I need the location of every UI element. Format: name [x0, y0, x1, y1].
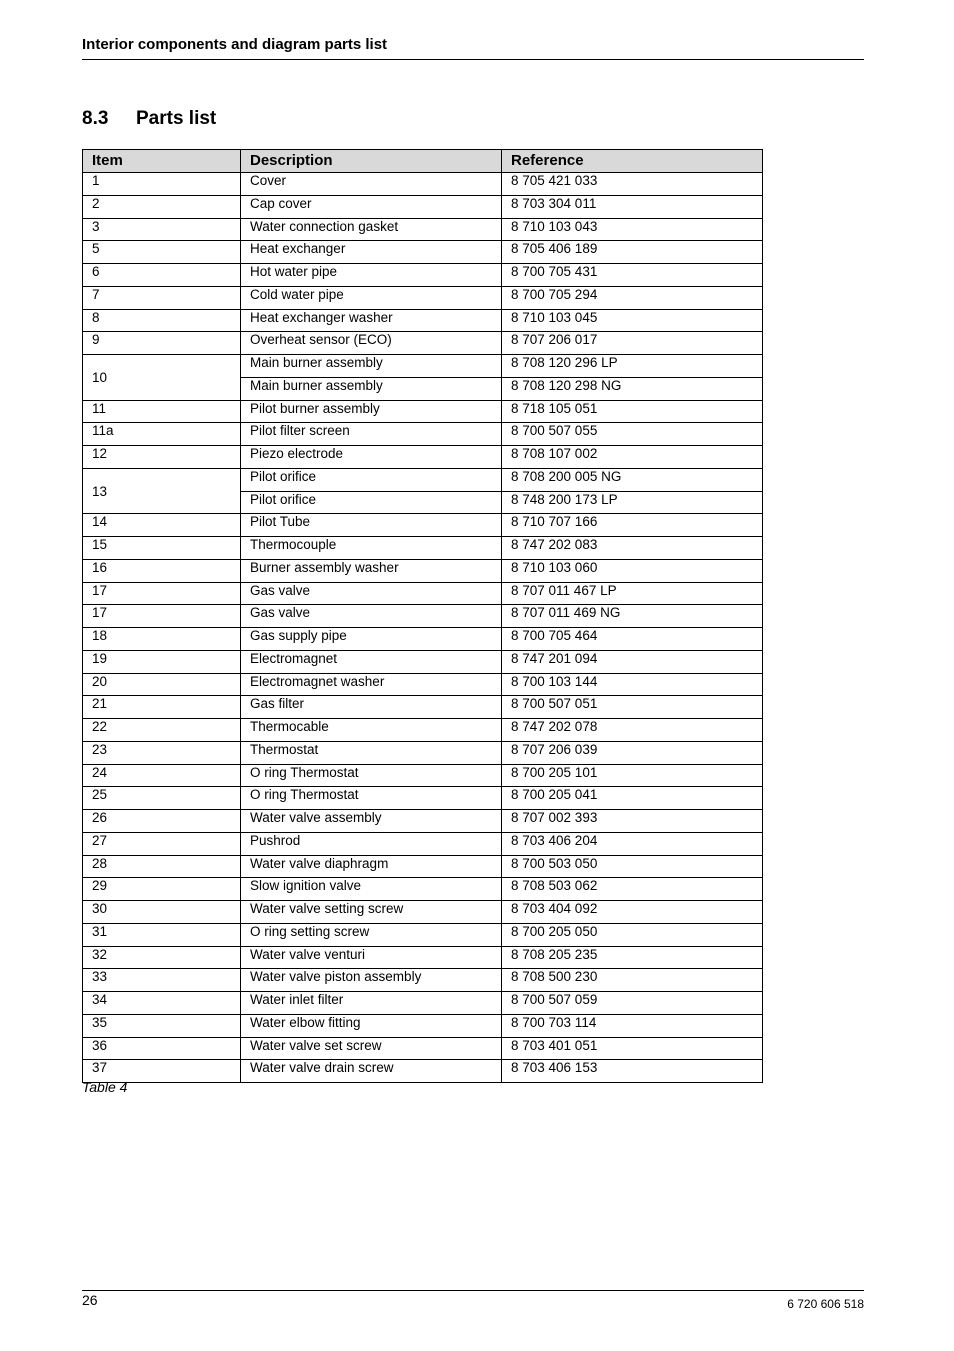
parts-table: [82, 149, 763, 1083]
table-row: [83, 810, 763, 833]
item-cell: 12: [83, 446, 241, 469]
table-row: [83, 195, 763, 218]
table-row: [83, 559, 763, 582]
column-header-description: Description: [241, 150, 502, 173]
page-number: 26: [82, 1292, 98, 1308]
reference-cell: 8 700 205 041: [502, 787, 763, 810]
table-row: [83, 946, 763, 969]
item-cell: 17: [83, 605, 241, 628]
item-cell: 27: [83, 832, 241, 855]
reference-cell: 8 700 205 101: [502, 764, 763, 787]
table-row: [83, 468, 763, 491]
reference-cell: 8 710 707 166: [502, 514, 763, 537]
table-row: [83, 969, 763, 992]
reference-cell: 8 707 206 039: [502, 741, 763, 764]
item-cell: 26: [83, 810, 241, 833]
description-cell: Water valve venturi: [241, 946, 502, 969]
item-cell: 14: [83, 514, 241, 537]
table-row: [83, 992, 763, 1015]
description-cell: Thermocable: [241, 719, 502, 742]
section-heading: [82, 108, 216, 130]
description-cell: O ring Thermostat: [241, 764, 502, 787]
description-cell: Water valve diaphragm: [241, 855, 502, 878]
item-cell: 3: [83, 218, 241, 241]
description-cell: Pilot Tube: [241, 514, 502, 537]
table-row: [83, 673, 763, 696]
description-cell: Electromagnet washer: [241, 673, 502, 696]
description-cell: Water valve assembly: [241, 810, 502, 833]
description-cell: Water valve drain screw: [241, 1060, 502, 1083]
item-cell: 25: [83, 787, 241, 810]
reference-cell: 8 707 206 017: [502, 332, 763, 355]
table-row: [83, 855, 763, 878]
description-cell: Main burner assembly: [241, 377, 502, 400]
item-cell: 37: [83, 1060, 241, 1083]
table-row: [83, 537, 763, 560]
reference-cell: 8 710 103 045: [502, 309, 763, 332]
description-cell: Electromagnet: [241, 650, 502, 673]
table-row: [83, 1037, 763, 1060]
item-cell: 11a: [83, 423, 241, 446]
reference-cell: 8 703 304 011: [502, 195, 763, 218]
description-cell: Thermostat: [241, 741, 502, 764]
reference-cell: 8 747 202 083: [502, 537, 763, 560]
table-row: [83, 923, 763, 946]
item-cell: 36: [83, 1037, 241, 1060]
table-row: [83, 764, 763, 787]
table-row: [83, 514, 763, 537]
reference-cell: 8 703 406 204: [502, 832, 763, 855]
item-cell: 17: [83, 582, 241, 605]
reference-cell: 8 708 120 298 NG: [502, 377, 763, 400]
item-cell: 32: [83, 946, 241, 969]
running-header-title: Interior components and diagram parts list: [82, 36, 388, 53]
description-cell: Hot water pipe: [241, 264, 502, 287]
table-row: [83, 355, 763, 378]
footer-divider: [82, 1290, 864, 1291]
description-cell: O ring Thermostat: [241, 787, 502, 810]
item-cell: 11: [83, 400, 241, 423]
table-row: [83, 286, 763, 309]
reference-cell: 8 708 500 230: [502, 969, 763, 992]
item-cell: 29: [83, 878, 241, 901]
item-cell: 20: [83, 673, 241, 696]
item-cell: 16: [83, 559, 241, 582]
description-cell: Pilot orifice: [241, 468, 502, 491]
section-title: Parts list: [136, 108, 217, 129]
document-number: 6 720 606 518: [787, 1297, 864, 1311]
reference-cell: 8 718 105 051: [502, 400, 763, 423]
reference-cell: 8 708 120 296 LP: [502, 355, 763, 378]
reference-cell: 8 700 507 059: [502, 992, 763, 1015]
description-cell: Water valve setting screw: [241, 901, 502, 924]
item-cell: 35: [83, 1014, 241, 1037]
table-row: [83, 423, 763, 446]
table-row: [83, 878, 763, 901]
table-row: [83, 446, 763, 469]
description-cell: Thermocouple: [241, 537, 502, 560]
table-row: [83, 1060, 763, 1083]
table-header-row: [83, 150, 763, 173]
table-row: [83, 719, 763, 742]
reference-cell: 8 708 205 235: [502, 946, 763, 969]
item-cell: 13: [83, 468, 241, 514]
item-cell: 5: [83, 241, 241, 264]
reference-cell: 8 700 507 051: [502, 696, 763, 719]
description-cell: Water valve set screw: [241, 1037, 502, 1060]
item-cell: 24: [83, 764, 241, 787]
description-cell: Water valve piston assembly: [241, 969, 502, 992]
item-cell: 18: [83, 628, 241, 651]
item-cell: 7: [83, 286, 241, 309]
header-divider: [82, 59, 864, 60]
description-cell: Water inlet filter: [241, 992, 502, 1015]
reference-cell: 8 703 404 092: [502, 901, 763, 924]
reference-cell: 8 707 011 467 LP: [502, 582, 763, 605]
description-cell: Pushrod: [241, 832, 502, 855]
item-cell: 28: [83, 855, 241, 878]
reference-cell: 8 703 406 153: [502, 1060, 763, 1083]
table-row: [83, 741, 763, 764]
reference-cell: 8 707 011 469 NG: [502, 605, 763, 628]
table-row: [83, 241, 763, 264]
description-cell: Water connection gasket: [241, 218, 502, 241]
description-cell: Gas valve: [241, 605, 502, 628]
item-cell: 9: [83, 332, 241, 355]
section-number: 8.3: [82, 108, 109, 129]
table-row: [83, 264, 763, 287]
table-row: [83, 218, 763, 241]
table-row: [83, 309, 763, 332]
table-body: [83, 173, 763, 1083]
reference-cell: 8 703 401 051: [502, 1037, 763, 1060]
item-cell: 15: [83, 537, 241, 560]
reference-cell: 8 700 705 294: [502, 286, 763, 309]
description-cell: Gas valve: [241, 582, 502, 605]
table-caption: Table 4: [82, 1079, 128, 1095]
item-cell: 21: [83, 696, 241, 719]
table-row: [83, 605, 763, 628]
item-cell: 6: [83, 264, 241, 287]
reference-cell: 8 700 507 055: [502, 423, 763, 446]
item-cell: 19: [83, 650, 241, 673]
description-cell: Heat exchanger: [241, 241, 502, 264]
reference-cell: 8 708 503 062: [502, 878, 763, 901]
description-cell: Water elbow fitting: [241, 1014, 502, 1037]
description-cell: Overheat sensor (ECO): [241, 332, 502, 355]
item-cell: 10: [83, 355, 241, 401]
description-cell: Heat exchanger washer: [241, 309, 502, 332]
description-cell: O ring setting screw: [241, 923, 502, 946]
item-cell: 8: [83, 309, 241, 332]
reference-cell: 8 710 103 043: [502, 218, 763, 241]
reference-cell: 8 747 202 078: [502, 719, 763, 742]
reference-cell: 8 700 705 431: [502, 264, 763, 287]
reference-cell: 8 700 205 050: [502, 923, 763, 946]
reference-cell: 8 710 103 060: [502, 559, 763, 582]
description-cell: Piezo electrode: [241, 446, 502, 469]
description-cell: Cold water pipe: [241, 286, 502, 309]
item-cell: 22: [83, 719, 241, 742]
item-cell: 23: [83, 741, 241, 764]
description-cell: Cover: [241, 173, 502, 196]
item-cell: 33: [83, 969, 241, 992]
reference-cell: 8 708 200 005 NG: [502, 468, 763, 491]
description-cell: Pilot burner assembly: [241, 400, 502, 423]
table-row: [83, 332, 763, 355]
table-row: [83, 173, 763, 196]
description-cell: Gas filter: [241, 696, 502, 719]
table-row: [83, 1014, 763, 1037]
reference-cell: 8 705 421 033: [502, 173, 763, 196]
reference-cell: 8 748 200 173 LP: [502, 491, 763, 514]
column-header-item: Item: [83, 150, 241, 173]
item-cell: 30: [83, 901, 241, 924]
item-cell: 2: [83, 195, 241, 218]
reference-cell: 8 700 703 114: [502, 1014, 763, 1037]
table-row: [83, 650, 763, 673]
description-cell: Slow ignition valve: [241, 878, 502, 901]
table-row: [83, 901, 763, 924]
table-row: [83, 787, 763, 810]
reference-cell: 8 700 705 464: [502, 628, 763, 651]
table-row: [83, 400, 763, 423]
reference-cell: 8 705 406 189: [502, 241, 763, 264]
item-cell: 31: [83, 923, 241, 946]
reference-cell: 8 707 002 393: [502, 810, 763, 833]
column-header-reference: Reference: [502, 150, 763, 173]
description-cell: Pilot filter screen: [241, 423, 502, 446]
description-cell: Cap cover: [241, 195, 502, 218]
table-row: [83, 628, 763, 651]
item-cell: 34: [83, 992, 241, 1015]
reference-cell: 8 700 503 050: [502, 855, 763, 878]
description-cell: Pilot orifice: [241, 491, 502, 514]
reference-cell: 8 708 107 002: [502, 446, 763, 469]
description-cell: Gas supply pipe: [241, 628, 502, 651]
table-row: [83, 832, 763, 855]
item-cell: 1: [83, 173, 241, 196]
table-row: [83, 696, 763, 719]
reference-cell: 8 700 103 144: [502, 673, 763, 696]
description-cell: Burner assembly washer: [241, 559, 502, 582]
description-cell: Main burner assembly: [241, 355, 502, 378]
table-row: [83, 582, 763, 605]
reference-cell: 8 747 201 094: [502, 650, 763, 673]
